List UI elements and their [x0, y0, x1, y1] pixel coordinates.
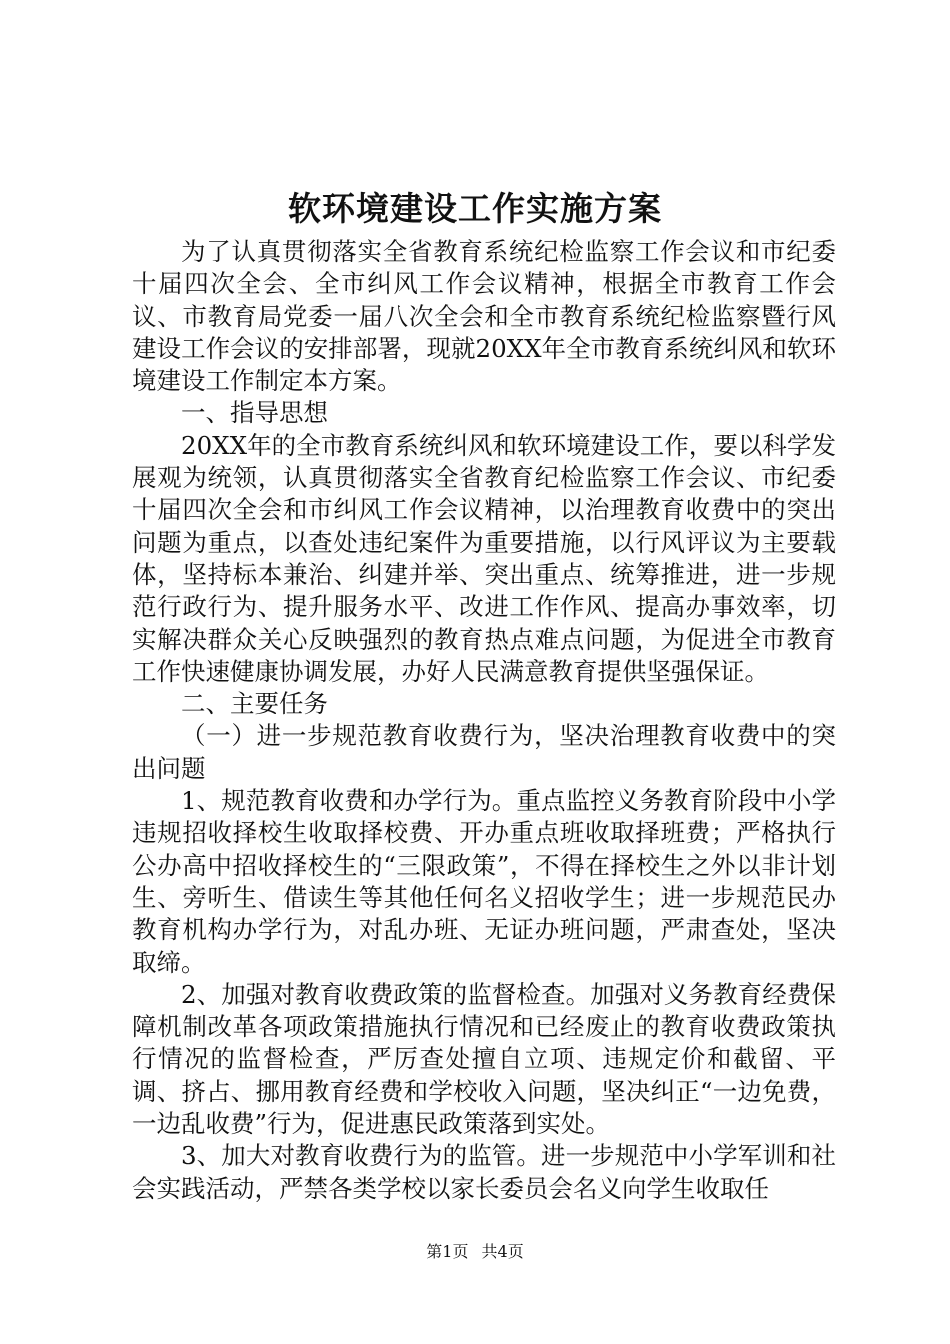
- section-heading-guiding-ideology: 一、指导思想: [181, 398, 328, 428]
- intro-paragraph: 为了认真贯彻落实全省教育系统纪检监察工作会议和市纪委十届四次全会、全市纠风工作会议精神，根据全市教育工作会议、市教育局党委一届八次全会和全市教育系统纪检监察暨行风建设工作会议的安排部署，现就20XX年全市教育系统纠风和软环境建设工作制定本方案。: [132, 237, 836, 396]
- page-total: 共4页: [481, 1242, 524, 1261]
- page-number: 第1页: [426, 1242, 469, 1261]
- document-body: [132, 236, 836, 1205]
- section-heading-main-tasks: 二、主要任务: [181, 689, 328, 719]
- guiding-ideology-paragraph: 20XX年的全市教育系统纠风和软环境建设工作，要以科学发展观为统领，认真贯彻落实全省教育纪检监察工作会议、市纪委十届四次全会和市纠风工作会议精神，以治理教育收费中的突出问题为重点，以查处违纪案件为重要措施，以行风评议为主要载体，坚持标本兼治、纠建并举、突出重点、统筹推进，进一步规范行政行为、提升服务水平、改进工作作风、提高办事效率，切实解决群众关心反映强烈的教育热点难点问题，为促进全市教育工作快速健康协调发展，办好人民满意教育提供坚强保证。: [132, 430, 836, 686]
- page-footer: [0, 1240, 950, 1264]
- task-item-3: 3、加大对教育收费行为的监管。进一步规范中小学军训和社会实践活动，严禁各类学校以家长委员会名义向学生收取任: [132, 1141, 836, 1203]
- document-title: 软环境建设工作实施方案: [288, 189, 662, 228]
- subsection-heading-fee-regulation: （一）进一步规范教育收费行为，坚决治理教育收费中的突出问题: [132, 721, 836, 783]
- task-item-1: 1、规范教育收费和办学行为。重点监控义务教育阶段中小学违规招收择校生收取择校费、开办重点班收取择班费；严格执行公办高中招收择校生的“三限政策”，不得在择校生之外以非计划生、旁听生、借读生等其他任何名义招收学生；进一步规范民办教育机构办学行为，对乱办班、无证办班问题，严肃查处，坚决取缔。: [132, 786, 836, 977]
- task-item-2: 2、加强对教育收费政策的监督检查。加强对义务教育经费保障机制改革各项政策措施执行情况和已经废止的教育收费政策执行情况的监督检查，严厉查处擅自立项、违规定价和截留、平调、挤占、挪用教育经费和学校收入问题，坚决纠正“一边免费，一边乱收费”行为，促进惠民政策落到实处。: [132, 979, 836, 1139]
